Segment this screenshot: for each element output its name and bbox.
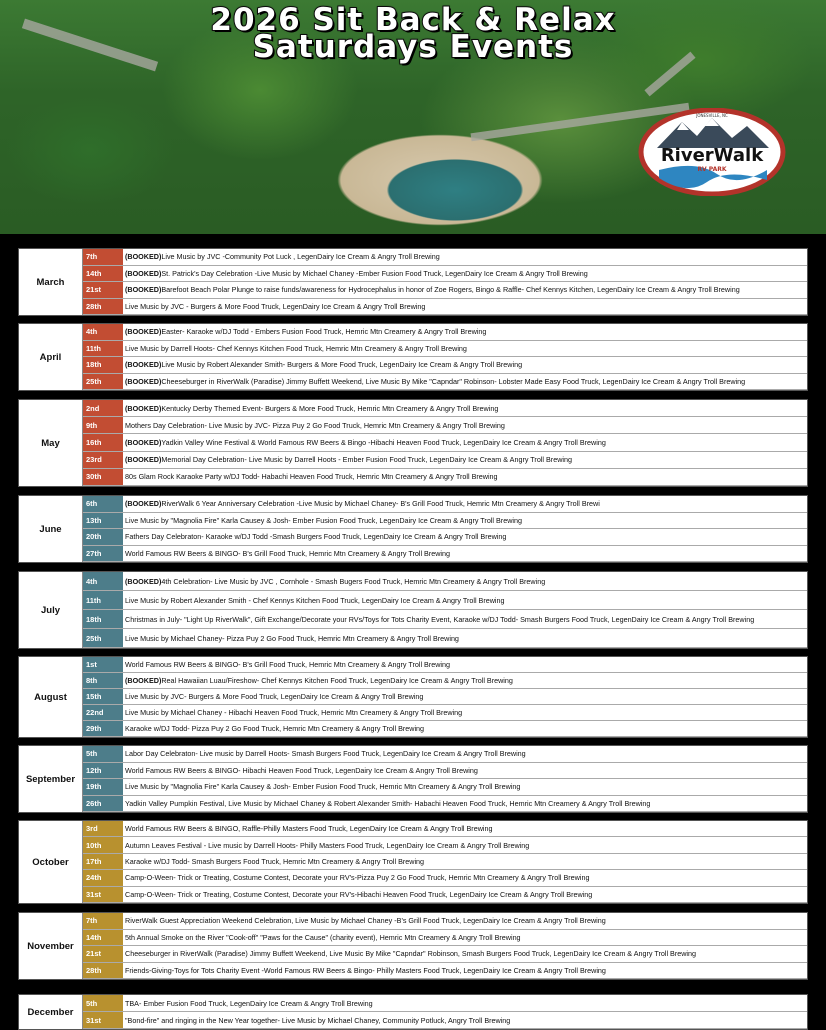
event-date: 3rd bbox=[83, 821, 123, 836]
event-date: 19th bbox=[83, 779, 123, 795]
event-description: St. Patrick's Day Celebration -Live Music by Michael Chaney -Ember Fusion Food Truck, LegenDairy Ice Cream & Angry Troll Brewing bbox=[161, 268, 588, 278]
event-text bbox=[125, 705, 807, 720]
month-label: December bbox=[19, 995, 83, 1029]
event-row bbox=[83, 400, 807, 417]
event-row bbox=[83, 821, 807, 837]
event-description: Live Music by "Magnolia Fire" Karla Causey & Josh- Ember Fusion Food Truck, Hemric Mtn Creamery & Angry Troll Brewing bbox=[125, 782, 521, 792]
event-row bbox=[83, 496, 807, 513]
event-row bbox=[83, 930, 807, 947]
event-date: 13th bbox=[83, 513, 123, 529]
event-date: 28th bbox=[83, 299, 123, 315]
month-block-june bbox=[18, 495, 808, 563]
event-date: 22nd bbox=[83, 705, 123, 720]
event-text bbox=[125, 546, 807, 562]
event-text bbox=[125, 249, 807, 265]
event-text bbox=[125, 673, 807, 688]
event-date: 16th bbox=[83, 434, 123, 450]
event-description: Mothers Day Celebration- Live Music by JVC- Pizza Puy 2 Go Food Truck, Hemric Mtn Creamery & Angry Troll Brewing bbox=[125, 420, 505, 430]
event-row bbox=[83, 629, 807, 648]
event-row bbox=[83, 610, 807, 629]
event-text bbox=[125, 913, 807, 929]
event-description: Memorial Day Celebration- Live Music by Darrell Hoots - Ember Fusion Food Truck, LegenDairy Ice Cream & Angry Troll Brewing bbox=[161, 455, 572, 465]
event-row bbox=[83, 913, 807, 930]
event-description: Yadkin Valley Pumpkin Festival, Live Music by Michael Chaney & Robert Alexander Smith- Habachi Heaven Food Truck, Hemric Mtn Creamery & Angry Troll Brewing bbox=[125, 798, 651, 808]
booked-tag: (BOOKED) bbox=[125, 285, 162, 295]
event-description: Karaoke w/DJ Todd- Pizza Puy 2 Go Food Truck, Hemric Mtn Creamery & Angry Troll Brewing bbox=[125, 724, 425, 733]
event-date: 26th bbox=[83, 796, 123, 812]
event-text bbox=[125, 266, 807, 282]
event-row bbox=[83, 763, 807, 780]
event-date: 20th bbox=[83, 529, 123, 545]
event-date: 21st bbox=[83, 946, 123, 962]
logo-sub: RV PARK bbox=[697, 166, 727, 173]
event-text bbox=[125, 529, 807, 545]
month-block-december bbox=[18, 994, 808, 1030]
event-row bbox=[83, 341, 807, 358]
event-row bbox=[83, 374, 807, 391]
event-row bbox=[83, 854, 807, 870]
hero-photo bbox=[0, 0, 826, 234]
event-description: Live Music by Michael Chaney - Hibachi Heaven Food Truck, Hemric Mtn Creamery & Angry Troll Brewing bbox=[125, 708, 463, 717]
event-date: 21st bbox=[83, 282, 123, 298]
event-text bbox=[125, 572, 807, 590]
event-description: Live Music by Michael Chaney- Pizza Puy 2 Go Food Truck, Hemric Mtn Creamery & Angry Troll Brewing bbox=[125, 633, 459, 643]
event-description: Live Music by JVC- Burgers & More Food Truck, LegenDairy Ice Cream & Angry Troll Brewing bbox=[125, 692, 424, 701]
event-date: 2nd bbox=[83, 400, 123, 416]
event-text bbox=[125, 341, 807, 357]
event-row bbox=[83, 357, 807, 374]
event-description: 5th Annual Smoke on the River "Cook-off" "Paws for the Cause" (charity event), Hemric Mtn Creamery & Angry Troll Brewing bbox=[125, 932, 521, 942]
event-text bbox=[125, 434, 807, 450]
event-date: 6th bbox=[83, 496, 123, 512]
event-text bbox=[125, 779, 807, 795]
event-text bbox=[125, 657, 807, 672]
event-description: RiverWalk Guest Appreciation Weekend Celebration, Live Music by Michael Chaney -B's Grill Food Truck, LegenDairy Ice Cream & Angry Troll Brewing bbox=[125, 916, 606, 926]
event-date: 8th bbox=[83, 673, 123, 688]
event-description: World Famous RW Beers & BINGO- Hibachi Heaven Food Truck, LegenDairy Ice Cream & Angry Troll Brewing bbox=[125, 765, 478, 775]
event-date: 25th bbox=[83, 374, 123, 390]
event-text bbox=[125, 854, 807, 869]
event-row bbox=[83, 995, 807, 1012]
month-block-april bbox=[18, 323, 808, 391]
event-description: World Famous RW Beers & BINGO- B's Grill Food Truck, Hemric Mtn Creamery & Angry Troll Brewing bbox=[125, 548, 451, 558]
event-description: Real Hawaiian Luau/Fireshow- Chef Kennys Kitchen Food Truck, LegenDairy Ice Cream & Angry Troll Brewing bbox=[161, 676, 513, 685]
booked-tag: (BOOKED) bbox=[125, 576, 162, 586]
riverwalk-logo bbox=[637, 108, 787, 196]
event-date: 29th bbox=[83, 721, 123, 736]
event-description: Live Music by "Magnolia Fire" Karla Causey & Josh- Ember Fusion Food Truck, LegenDairy Ice Cream & Angry Troll Brewing bbox=[125, 515, 522, 525]
event-description: "Bond-fire" and ringing in the New Year together- Live Music by Michael Chaney, Community Potluck, Angry Troll Brewing bbox=[125, 1015, 511, 1025]
event-date: 5th bbox=[83, 746, 123, 762]
event-date: 12th bbox=[83, 763, 123, 779]
event-description: Live Music by Darrell Hoots- Chef Kennys Kitchen Food Truck, Hemric Mtn Creamery & Angry Troll Brewing bbox=[125, 343, 467, 353]
event-text bbox=[125, 610, 807, 628]
booked-tag: (BOOKED) bbox=[125, 376, 162, 386]
logo-name: RiverWalk bbox=[660, 145, 764, 166]
event-text bbox=[125, 995, 807, 1011]
month-block-october bbox=[18, 820, 808, 904]
event-text bbox=[125, 496, 807, 512]
month-block-september bbox=[18, 745, 808, 813]
event-text bbox=[125, 1012, 807, 1028]
event-description: Christmas in July- "Light Up RiverWalk", Gift Exchange/Decorate your RVs/Toys for Tots Charity Event, Karaoke w/DJ Todd- Smash Burgers Food Truck, LegenDairy Ice Cream & Angry Troll Brewing bbox=[125, 614, 755, 624]
event-row bbox=[83, 546, 807, 563]
event-row bbox=[83, 837, 807, 853]
event-row bbox=[83, 249, 807, 266]
event-text bbox=[125, 417, 807, 433]
event-date: 1st bbox=[83, 657, 123, 672]
event-date: 4th bbox=[83, 324, 123, 340]
event-date: 15th bbox=[83, 689, 123, 704]
event-date: 23rd bbox=[83, 452, 123, 468]
event-description: Autumn Leaves Festival - Live music by Darrell Hoots- Philly Masters Food Truck, LegenDairy Ice Cream & Angry Troll Brewing bbox=[125, 840, 530, 850]
event-date: 5th bbox=[83, 995, 123, 1011]
booked-tag: (BOOKED) bbox=[125, 437, 162, 447]
event-row bbox=[83, 746, 807, 763]
event-date: 18th bbox=[83, 610, 123, 628]
event-date: 14th bbox=[83, 266, 123, 282]
event-row bbox=[83, 282, 807, 299]
event-row bbox=[83, 963, 807, 980]
event-text bbox=[125, 629, 807, 647]
event-date: 11th bbox=[83, 591, 123, 609]
event-date: 28th bbox=[83, 963, 123, 979]
event-row bbox=[83, 721, 807, 737]
event-text bbox=[125, 452, 807, 468]
month-block-november bbox=[18, 912, 808, 980]
event-text bbox=[125, 746, 807, 762]
title-line-2: Saturdays Events bbox=[252, 29, 574, 65]
booked-tag: (BOOKED) bbox=[125, 327, 162, 337]
booked-tag: (BOOKED) bbox=[125, 252, 162, 262]
event-text bbox=[125, 870, 807, 885]
event-row bbox=[83, 591, 807, 610]
event-row bbox=[83, 779, 807, 796]
event-description: Fathers Day Celebraton- Karaoke w/DJ Todd -Smash Burgers Food Truck, LegenDairy Ice Cream & Angry Troll Brewing bbox=[125, 532, 507, 542]
booked-tag: (BOOKED) bbox=[125, 676, 162, 685]
event-description: Live Music by Robert Alexander Smith- Burgers & More Food Truck, LegenDairy Ice Cream & Angry Troll Brewing bbox=[161, 360, 523, 370]
event-description: Easter- Karaoke w/DJ Todd - Embers Fusion Food Truck, Hemric Mtn Creamery & Angry Troll Brewing bbox=[161, 327, 487, 337]
event-row bbox=[83, 299, 807, 316]
month-label: September bbox=[19, 746, 83, 812]
event-row bbox=[83, 887, 807, 903]
event-description: World Famous RW Beers & BINGO- B's Grill Food Truck, Hemric Mtn Creamery & Angry Troll Brewing bbox=[125, 660, 451, 669]
event-description: Cheeseburger in RiverWalk (Paradise) Jimmy Buffett Weekend, Live Music By Mike "Capndar" Robinson- Lobster Made Easy Food Truck, LegenDairy Ice Cream & Angry Troll Brewing bbox=[161, 376, 746, 386]
month-label: July bbox=[19, 572, 83, 648]
event-text bbox=[125, 357, 807, 373]
event-text bbox=[125, 324, 807, 340]
event-description: Yadkin Valley Wine Festival & World Famous RW Beers & Bingo -Hibachi Heaven Food Truck, LegenDairy Ice Cream & Angry Troll Brewing bbox=[161, 437, 606, 447]
booked-tag: (BOOKED) bbox=[125, 268, 162, 278]
event-row bbox=[83, 513, 807, 530]
month-block-august bbox=[18, 656, 808, 738]
event-date: 31st bbox=[83, 1012, 123, 1028]
event-text bbox=[125, 689, 807, 704]
event-row bbox=[83, 572, 807, 591]
event-text bbox=[125, 946, 807, 962]
event-text bbox=[125, 374, 807, 390]
event-date: 10th bbox=[83, 837, 123, 852]
event-date: 31st bbox=[83, 887, 123, 902]
event-text bbox=[125, 591, 807, 609]
event-description: Live Music by JVC - Burgers & More Food Truck, LegenDairy Ice Cream & Angry Troll Brewing bbox=[125, 301, 426, 311]
event-row bbox=[83, 657, 807, 673]
event-row bbox=[83, 946, 807, 963]
booked-tag: (BOOKED) bbox=[125, 455, 162, 465]
event-text bbox=[125, 400, 807, 416]
event-text bbox=[125, 299, 807, 315]
event-row bbox=[83, 796, 807, 813]
month-block-march bbox=[18, 248, 808, 316]
event-date: 24th bbox=[83, 870, 123, 885]
event-description: 80s Glam Rock Karaoke Party w/DJ Todd- Habachi Heaven Food Truck, Hemric Mtn Creamery & Angry Troll Brewing bbox=[125, 472, 498, 482]
event-date: 18th bbox=[83, 357, 123, 373]
event-description: Barefoot Beach Polar Plunge to raise funds/awareness for Hydrocephalus in honor of Zoe Rogers, Bingo & Raffle- Chef Kennys Kitchen, LegenDairy Ice Cream & Angry Troll Brewing bbox=[161, 285, 740, 295]
event-description: Live Music by JVC -Community Pot Luck , LegenDairy Ice Cream & Angry Troll Brewing bbox=[161, 252, 440, 262]
event-text bbox=[125, 763, 807, 779]
event-description: World Famous RW Beers & BINGO, Raffle-Philly Masters Food Truck, LegenDairy Ice Cream & Angry Troll Brewing bbox=[125, 824, 493, 834]
event-date: 30th bbox=[83, 469, 123, 485]
event-description: RiverWalk 6 Year Anniversary Celebration -Live Music by Michael Chaney- B's Grill Food Truck, Hemric Mtn Creamery & Angry Troll Brewi bbox=[161, 499, 600, 509]
event-row bbox=[83, 529, 807, 546]
event-row bbox=[83, 870, 807, 886]
title-line-1: 2026 Sit Back & Relax bbox=[210, 2, 616, 38]
event-row bbox=[83, 434, 807, 451]
event-description: Karaoke w/DJ Todd- Smash Burgers Food Truck, Hemric Mtn Creamery & Angry Troll Brewing bbox=[125, 856, 425, 866]
month-block-may bbox=[18, 399, 808, 487]
month-label: May bbox=[19, 400, 83, 486]
event-description: Camp-O-Ween- Trick or Treating, Costume Contest, Decorate your RV's-Pizza Puy 2 Go Food Truck, Hemric Mtn Creamery & Angry Troll Brewing bbox=[125, 873, 590, 883]
booked-tag: (BOOKED) bbox=[125, 403, 162, 413]
event-text bbox=[125, 721, 807, 736]
event-date: 17th bbox=[83, 854, 123, 869]
event-date: 14th bbox=[83, 930, 123, 946]
event-text bbox=[125, 963, 807, 979]
event-description: Kentucky Derby Themed Event- Burgers & More Food Truck, Hemric Mtn Creamery & Angry Troll Brewing bbox=[161, 403, 499, 413]
booked-tag: (BOOKED) bbox=[125, 360, 162, 370]
event-text bbox=[125, 930, 807, 946]
event-date: 7th bbox=[83, 249, 123, 265]
event-row bbox=[83, 469, 807, 486]
event-date: 7th bbox=[83, 913, 123, 929]
event-text bbox=[125, 469, 807, 485]
month-label: August bbox=[19, 657, 83, 737]
booked-tag: (BOOKED) bbox=[125, 499, 162, 509]
event-description: Labor Day Celebraton- Live music by Darrell Hoots- Smash Burgers Food Truck, LegenDairy Ice Cream & Angry Troll Brewing bbox=[125, 749, 526, 759]
event-description: Cheeseburger in RiverWalk (Paradise) Jimmy Buffett Weekend, Live Music By Mike "Capndar" Robinson, Smash Burgers Food Truck, LegenDairy Ice Cream & Angry Troll Brewing bbox=[125, 949, 697, 959]
month-block-july bbox=[18, 571, 808, 649]
event-text bbox=[125, 513, 807, 529]
event-row bbox=[83, 324, 807, 341]
event-description: Live Music by Robert Alexander Smith - Chef Kennys Kitchen Food Truck, LegenDairy Ice Cream & Angry Troll Brewing bbox=[125, 595, 505, 605]
event-date: 4th bbox=[83, 572, 123, 590]
logo-place: JONESVILLE, NC bbox=[696, 113, 728, 118]
event-row bbox=[83, 705, 807, 721]
event-date: 11th bbox=[83, 341, 123, 357]
event-text bbox=[125, 282, 807, 298]
event-description: 4th Celebration- Live Music by JVC , Cornhole - Smash Bugers Food Truck, Hemric Mtn Creamery & Angry Troll Brewing bbox=[161, 576, 546, 586]
event-row bbox=[83, 689, 807, 705]
event-text bbox=[125, 837, 807, 852]
event-description: Camp-O-Ween- Trick or Treating, Costume Contest, Decorate your RV's-Hibachi Heaven Food Truck, LegenDairy Ice Cream & Angry Troll Brewing bbox=[125, 889, 593, 899]
month-label: April bbox=[19, 324, 83, 390]
month-label: November bbox=[19, 913, 83, 979]
event-row bbox=[83, 673, 807, 689]
month-label: March bbox=[19, 249, 83, 315]
event-row bbox=[83, 1012, 807, 1029]
month-label: October bbox=[19, 821, 83, 903]
event-date: 25th bbox=[83, 629, 123, 647]
event-description: Friends-Giving-Toys for Tots Charity Event -World Famous RW Beers & Bingo- Philly Masters Food Truck, LegenDairy Ice Cream & Angry Troll Brewing bbox=[125, 965, 606, 975]
event-text bbox=[125, 887, 807, 902]
event-date: 9th bbox=[83, 417, 123, 433]
event-description: TBA- Ember Fusion Food Truck, LegenDairy Ice Cream & Angry Troll Brewing bbox=[125, 998, 373, 1008]
month-label: June bbox=[19, 496, 83, 562]
event-row bbox=[83, 266, 807, 283]
event-row bbox=[83, 452, 807, 469]
event-text bbox=[125, 796, 807, 812]
event-text bbox=[125, 821, 807, 836]
event-date: 27th bbox=[83, 546, 123, 562]
event-row bbox=[83, 417, 807, 434]
